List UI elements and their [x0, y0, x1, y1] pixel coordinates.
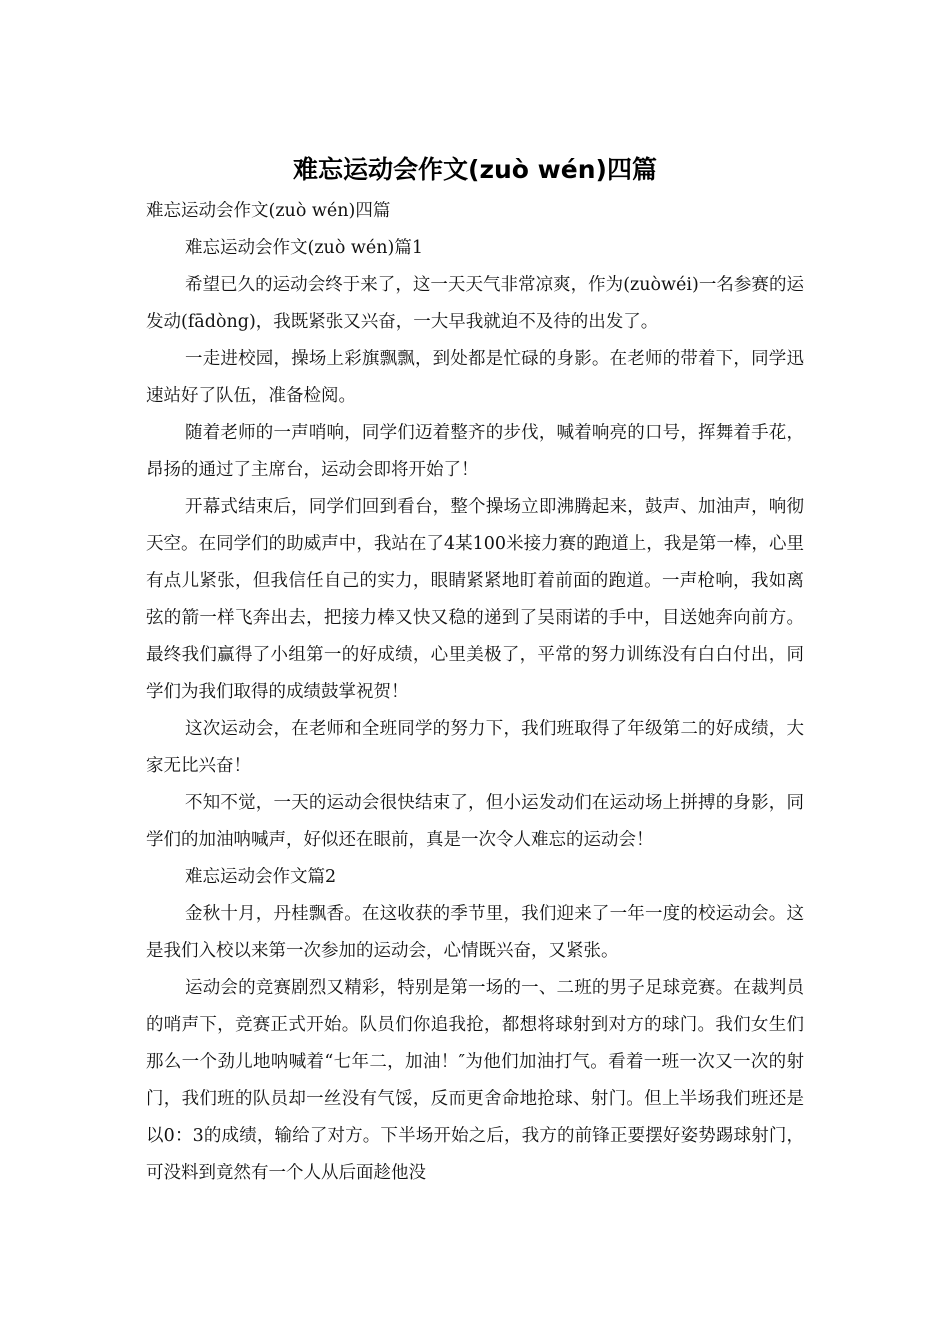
- body-paragraph: 一走进校园，操场上彩旗飘飘，到处都是忙碌的身影。在老师的带着下，同学迅速站好了队伍，准备检阅。: [146, 349, 804, 406]
- document-body: [146, 193, 804, 1192]
- document-title: 难忘运动会作文(zuò wén)四篇: [293, 155, 657, 184]
- body-paragraph: 这次运动会，在老师和全班同学的努力下，我们班取得了年级第二的好成绩，大家无比兴奋！: [146, 719, 804, 776]
- body-paragraph: 难忘运动会作文(zuò wén)篇1: [185, 238, 423, 258]
- body-paragraph: 运动会的竞赛剧烈又精彩，特别是第一场的一、二班的男子足球竞赛。在裁判员的哨声下，竞赛正式开始。队员们你追我抢，都想将球射到对方的球门。我们女生们那么一个劲儿地呐喊着“七年二，加油！″为他们加油打气。看着一班一次又一次的射门，我们班的队员却一丝没有气馁，反而更舍命地抢球、射门。但上半场我们班还是以0：3的成绩，输给了对方。下半场开始之后，我方的前锋正要摆好姿势踢球射门，可没料到竟然有一个人从后面趁他没: [146, 978, 804, 1183]
- body-paragraph: 难忘运动会作文(zuò wén)四篇: [146, 201, 391, 221]
- body-paragraph: 随着老师的一声哨响，同学们迈着整齐的步伐，喊着响亮的口号，挥舞着手花，昂扬的通过了主席台，运动会即将开始了！: [146, 423, 804, 480]
- body-paragraph: 难忘运动会作文篇2: [185, 867, 337, 887]
- body-paragraph: 金秋十月，丹桂飘香。在这收获的季节里，我们迎来了一年一度的校运动会。这是我们入校以来第一次参加的运动会，心情既兴奋，又紧张。: [146, 904, 804, 961]
- body-paragraph: 开幕式结束后，同学们回到看台，整个操场立即沸腾起来，鼓声、加油声，响彻天空。在同学们的助威声中，我站在了4某100米接力赛的跑道上，我是第一棒，心里有点儿紧张，但我信任自己的实力，眼睛紧紧地盯着前面的跑道。一声枪响，我如离弦的箭一样飞奔出去，把接力棒又快又稳的递到了吴雨诺的手中，目送她奔向前方。最终我们赢得了小组第一的好成绩，心里美极了，平常的努力训练没有白白付出，同学们为我们取得的成绩鼓掌祝贺！: [146, 497, 804, 702]
- body-paragraph: 不知不觉，一天的运动会很快结束了，但小运发动们在运动场上拼搏的身影，同学们的加油呐喊声，好似还在眼前，真是一次令人难忘的运动会！: [146, 793, 804, 850]
- body-paragraph: 希望已久的运动会终于来了，这一天天气非常凉爽，作为(zuòwéi)一名参赛的运发动(fādòng)，我既紧张又兴奋，一大早我就迫不及待的出发了。: [146, 275, 804, 332]
